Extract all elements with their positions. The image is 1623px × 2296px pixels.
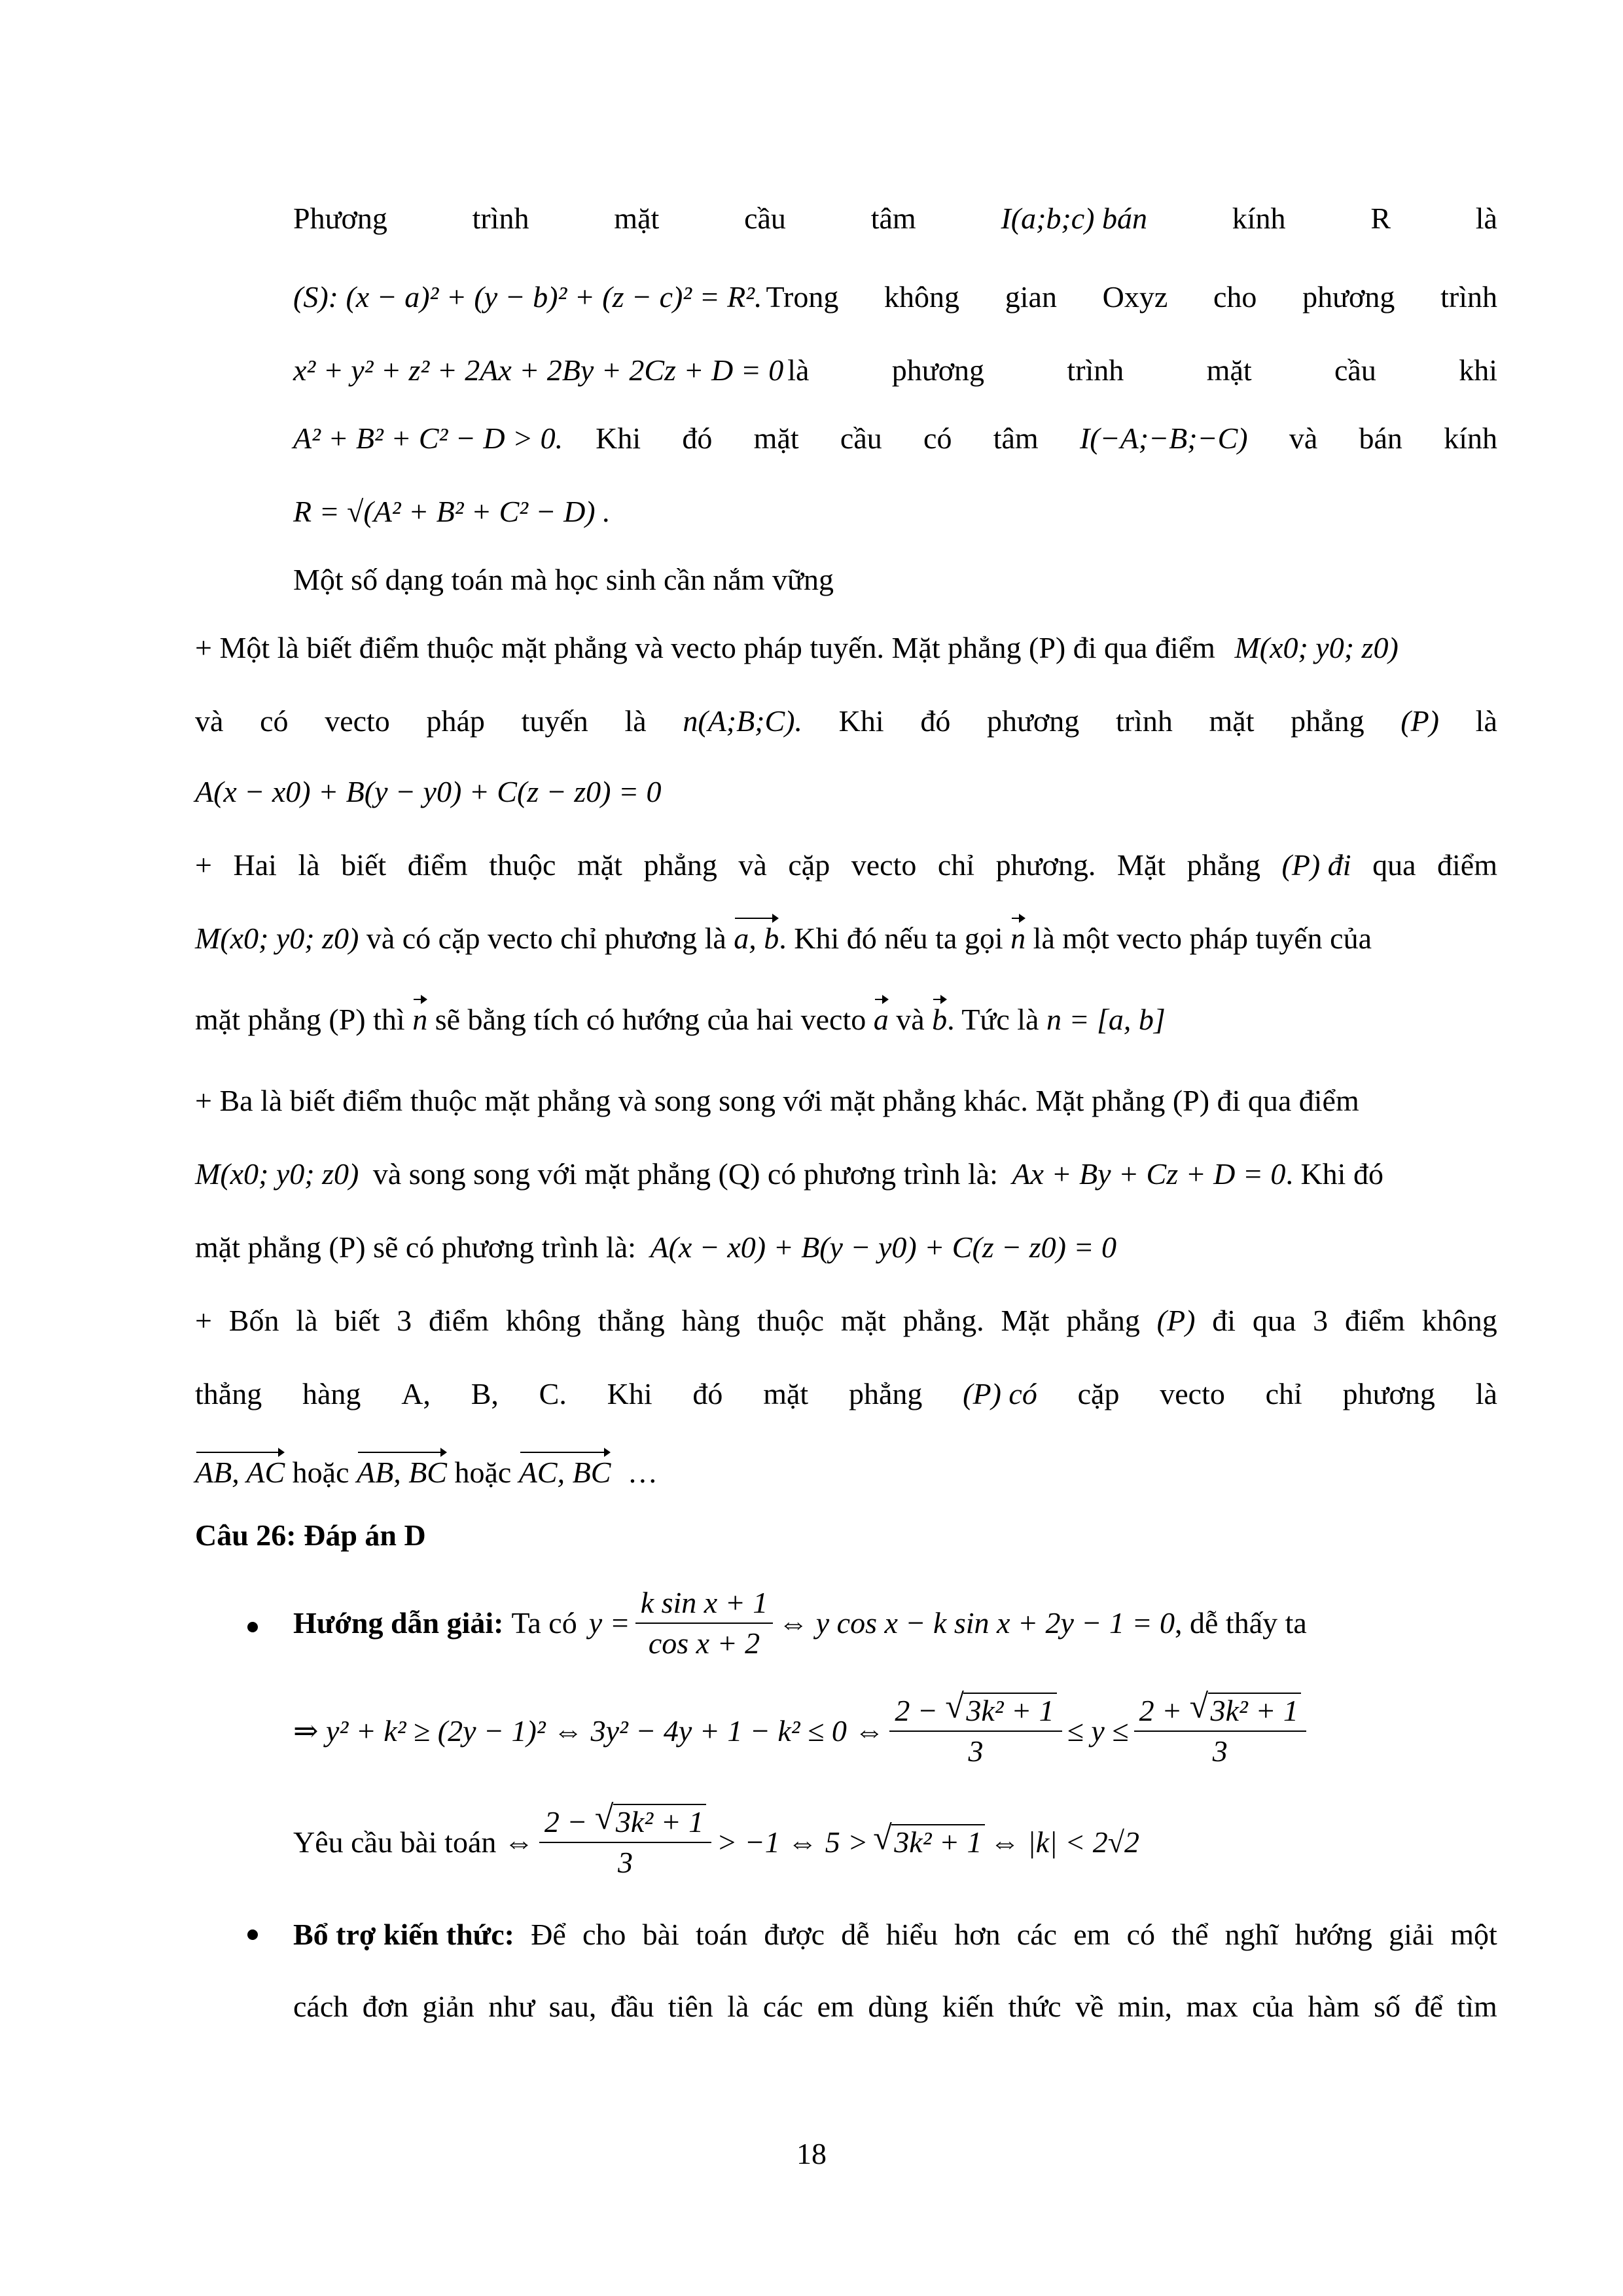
case2-text-d: . Khi đó nếu ta gọi <box>779 922 1003 955</box>
word: Khi <box>596 422 641 455</box>
word: các <box>762 1990 804 2023</box>
word: Khi <box>607 1377 652 1410</box>
word: vecto <box>325 704 390 738</box>
intro-line <box>293 560 834 600</box>
word: phẳng <box>1066 1304 1140 1337</box>
case3-line3 <box>195 1228 1116 1267</box>
word: đó <box>682 422 713 455</box>
word: là <box>727 1990 749 2023</box>
p1-line3 <box>293 351 1497 390</box>
fraction-y <box>635 1583 774 1663</box>
word: mặt <box>577 848 622 882</box>
word: trình <box>472 202 529 235</box>
sphere-equation: (S): (x − a)² + (y − b)² + (z − c)² = R². <box>293 280 762 314</box>
word: điểm <box>1437 848 1497 882</box>
or-text-1: hoặc <box>292 1456 349 1489</box>
word: (P) có <box>963 1377 1037 1410</box>
word: vecto <box>1160 1377 1225 1410</box>
word: thẳng <box>195 1377 262 1410</box>
word: (P) đi <box>1281 848 1351 882</box>
word: I(a;b;c) bán <box>1001 202 1147 235</box>
word: phẳng <box>643 848 717 882</box>
cross-product: n = [a, b] <box>1046 1003 1166 1036</box>
word: cách <box>293 1990 349 2023</box>
word: hướng <box>1294 1918 1372 1951</box>
word: qua <box>1252 1304 1296 1337</box>
or-text-2: hoặc <box>454 1456 512 1489</box>
word: sau, <box>548 1990 597 2023</box>
fraction-numerator <box>539 1803 711 1843</box>
word: tâm <box>993 422 1039 455</box>
word: điểm <box>428 1304 489 1337</box>
radius-formula: R = √(A² + B² + C² − D) . <box>293 495 611 528</box>
word: chỉ <box>1265 1377 1302 1410</box>
word: và <box>738 848 767 882</box>
word: giải <box>1389 1918 1435 1951</box>
word: cầu <box>840 422 882 455</box>
word: phương <box>891 353 985 387</box>
word: trình <box>1440 280 1497 314</box>
word: Phương <box>293 202 387 235</box>
word: Mặt <box>1116 848 1166 882</box>
requirement-text: Yêu cầu bài toán ⇔ <box>293 1825 534 1859</box>
case2-text-b: và có cặp vecto chỉ phương là <box>366 922 726 955</box>
case1-text: + Một là biết điểm thuộc mặt phẳng và vecto pháp tuyến. Mặt phẳng (P) đi qua điểm <box>195 631 1215 664</box>
word: + <box>195 1304 212 1337</box>
p1-line5 <box>293 492 611 531</box>
word: 3 <box>397 1304 412 1337</box>
vector-b: b <box>932 1000 947 1039</box>
word: cặp <box>788 848 830 882</box>
word: vecto <box>851 848 917 882</box>
sqrt-icon <box>595 1803 706 1842</box>
word: cho <box>1213 280 1257 314</box>
upper-bound-fraction <box>1134 1691 1306 1771</box>
word: qua <box>1372 848 1416 882</box>
word: thuộc <box>757 1304 825 1337</box>
vector-pair-2: AB, BC <box>357 1453 447 1492</box>
vector-a: a <box>874 1000 889 1039</box>
word: kính <box>1232 202 1286 235</box>
word: dễ <box>841 1918 870 1951</box>
word: đầu <box>610 1990 654 2023</box>
word: về <box>1075 1990 1104 2023</box>
num-prefix: 2 − <box>895 1694 938 1727</box>
hint-line1 <box>293 1577 1307 1669</box>
word: có <box>1126 1918 1156 1951</box>
bullet-icon <box>247 1929 258 1940</box>
word: mặt <box>753 422 799 455</box>
word: tuyến <box>521 704 588 738</box>
case2-text-e: và <box>896 1003 925 1036</box>
ellipsis: … <box>627 1456 658 1489</box>
fraction-denominator: 3 <box>968 1734 984 1768</box>
word: R <box>1370 202 1391 235</box>
support-label: Bổ trợ kiến thức: <box>293 1918 514 1951</box>
word: không <box>884 280 960 314</box>
word: bán <box>1359 422 1402 455</box>
word: phẳng <box>848 1377 923 1410</box>
fraction-denominator: 3 <box>618 1846 633 1879</box>
fraction-numerator <box>889 1691 1061 1732</box>
word: trình <box>1067 353 1124 387</box>
radicand: 3k² + 1 <box>613 1804 706 1839</box>
word: biết <box>341 848 387 882</box>
word: là <box>296 1304 318 1337</box>
vectors-ab: a, b <box>734 919 779 958</box>
p1-line4-words <box>596 419 1497 458</box>
case3-text: + Ba là biết điểm thuộc mặt phẳng và song song với mặt phẳng khác. Mặt phẳng (P) đi qua điểm <box>195 1084 1359 1117</box>
plane-q-equation: Ax + By + Cz + D = 0 <box>1012 1157 1286 1191</box>
p1-line2-words <box>766 278 1497 317</box>
word: cho <box>582 1918 626 1951</box>
case2-text-a: mặt phẳng (P) thì <box>195 1003 405 1036</box>
case3-text-b: và song song với mặt phẳng (Q) có phương trình là: <box>372 1157 998 1191</box>
inequality-chain: ⇒ y² + k² ≥ (2y − 1)² ⇔ 3y² − 4y + 1 − k² ≤ 0 ⇔ <box>293 1714 885 1748</box>
word: các <box>1016 1918 1058 1951</box>
word: mặt <box>1209 704 1255 738</box>
word: giản <box>422 1990 474 2023</box>
fraction-numerator <box>1134 1691 1306 1732</box>
support-line1 <box>293 1915 1497 1954</box>
word: trình <box>1115 704 1173 738</box>
sphere-condition: A² + B² + C² − D > 0. <box>293 422 563 455</box>
page-number: 18 <box>796 2137 827 2170</box>
word: để <box>1414 1990 1443 2023</box>
word: em <box>1073 1918 1111 1951</box>
p1-line1 <box>293 199 1497 238</box>
word: tiên <box>668 1990 713 2023</box>
hint-line3 <box>293 1793 1139 1892</box>
word: phẳng <box>1186 848 1260 882</box>
word: cặp <box>1077 1377 1120 1410</box>
num-prefix: 2 − <box>544 1805 588 1839</box>
word: không <box>505 1304 581 1337</box>
sqrt-icon <box>873 1823 984 1862</box>
word: điểm <box>1344 1304 1405 1337</box>
vector-n: n <box>1010 919 1026 958</box>
word: em <box>817 1990 854 2023</box>
word: đó <box>692 1377 723 1410</box>
word: n(A;B;C). <box>683 704 802 738</box>
word: đơn <box>362 1990 409 2023</box>
case4-line1 <box>195 1301 1497 1340</box>
word: cầu <box>1334 353 1376 387</box>
vector-n: n <box>412 1000 427 1039</box>
word: biết <box>334 1304 380 1337</box>
p1-line3-words <box>787 351 1497 390</box>
y-bounds: ≤ y ≤ <box>1067 1714 1129 1748</box>
case2-line3 <box>195 1000 1166 1039</box>
word: nghĩ <box>1224 1918 1279 1951</box>
parallel-plane-equation: A(x − x0) + B(y − y0) + C(z − z0) = 0 <box>650 1230 1116 1264</box>
word: cầu <box>744 202 786 235</box>
word: hàm <box>1308 1990 1360 2023</box>
word: min, <box>1117 1990 1173 2023</box>
word: như <box>488 1990 535 2023</box>
word: chỉ <box>937 848 975 882</box>
word: Mặt <box>1001 1304 1050 1337</box>
word: là <box>298 848 320 882</box>
word: đó <box>920 704 951 738</box>
intro-text: Một số dạng toán mà học sinh cần nắm vững <box>293 563 834 596</box>
word: một <box>1450 1918 1497 1951</box>
word: kính <box>1444 422 1497 455</box>
word: tìm <box>1457 1990 1497 2023</box>
word: hiểu <box>885 1918 938 1951</box>
case2-text-f: là một vecto pháp tuyến của <box>1033 922 1372 955</box>
word: thẳng <box>597 1304 665 1337</box>
support-line2 <box>293 1987 1497 2026</box>
word: và <box>1289 422 1318 455</box>
point-m: M(x0; y0; z0) <box>195 1157 359 1191</box>
case1-line1 <box>195 628 1399 668</box>
word: bài <box>642 1918 679 1951</box>
word: Khi <box>838 704 884 738</box>
case4-line3 <box>195 1453 658 1492</box>
case2-line1 <box>195 846 1497 885</box>
radicand: 3k² + 1 <box>891 1824 984 1859</box>
word: là <box>1475 202 1497 235</box>
word: mặt <box>763 1377 809 1410</box>
word: hơn <box>954 1918 1001 1951</box>
sqrt-icon <box>945 1691 1056 1731</box>
word: tâm <box>870 202 916 235</box>
hint-label: Hướng dẫn giải: <box>293 1606 504 1640</box>
case2-text-g: . Tức là <box>947 1003 1039 1036</box>
word: kiến <box>942 1990 994 2023</box>
word: của <box>1252 1990 1294 2023</box>
word: I(−A;−B;−C) <box>1079 422 1248 455</box>
word: mặt <box>614 202 660 235</box>
word: là <box>787 353 810 387</box>
word: được <box>764 1918 825 1951</box>
word: hàng <box>302 1377 361 1410</box>
word: gian <box>1005 280 1057 314</box>
word: hàng <box>681 1304 741 1337</box>
word: có <box>923 422 952 455</box>
case4-line2 <box>195 1374 1497 1414</box>
plane-equation: A(x − x0) + B(y − y0) + C(z − z0) = 0 <box>195 775 662 808</box>
case1-line3 <box>195 772 662 812</box>
fraction-numerator: k sin x + 1 <box>635 1583 774 1624</box>
word: max <box>1186 1990 1238 2023</box>
p1-line4 <box>293 419 1497 458</box>
fraction-denominator: cos x + 2 <box>648 1626 760 1660</box>
sqrt-icon <box>1190 1691 1301 1731</box>
word: có <box>260 704 289 738</box>
word: thể <box>1171 1918 1209 1951</box>
case3-text-a: mặt phẳng (P) sẽ có phương trình là: <box>195 1230 636 1264</box>
radicand: 3k² + 1 <box>1208 1693 1301 1728</box>
word: đi <box>1212 1304 1236 1337</box>
word: toán <box>696 1918 748 1951</box>
num-prefix: 2 + <box>1139 1694 1183 1727</box>
vector-pair-1: AB, AC <box>195 1453 285 1492</box>
word: mặt <box>1206 353 1252 387</box>
vector-pair-3: AC, BC <box>519 1453 611 1492</box>
word: là <box>1475 1377 1497 1410</box>
hint-tail: , dễ thấy ta <box>1175 1606 1307 1640</box>
result-k: ⇔ |k| < 2√2 <box>990 1825 1140 1859</box>
case2-line2 <box>195 919 1372 958</box>
word: khi <box>1459 353 1497 387</box>
word: A, <box>401 1377 431 1410</box>
word: Bốn <box>228 1304 279 1337</box>
hint-text: Ta có <box>511 1606 577 1640</box>
word: thức <box>1008 1990 1061 2023</box>
word: C. <box>539 1377 567 1410</box>
word: phẳng. <box>902 1304 984 1337</box>
word: là <box>1475 704 1497 738</box>
word: Oxyz <box>1102 280 1168 314</box>
bullet-icon <box>247 1622 258 1632</box>
hint-y: y = <box>588 1606 630 1640</box>
hint-line2 <box>293 1682 1311 1780</box>
word: Để <box>531 1918 566 1951</box>
word: phương. <box>995 848 1096 882</box>
fraction-denominator: 3 <box>1212 1734 1228 1768</box>
word: (P) <box>1400 704 1439 738</box>
word: phương <box>987 704 1080 738</box>
case3-line2 <box>195 1155 1383 1194</box>
radicand: 3k² + 1 <box>963 1693 1056 1728</box>
point-m: M(x0; y0; z0) <box>1234 631 1399 664</box>
word: Hai <box>233 848 277 882</box>
word: số <box>1374 1990 1401 2023</box>
word: phẳng <box>1291 704 1364 738</box>
word: pháp <box>426 704 485 738</box>
word: phương <box>1342 1377 1435 1410</box>
case1-line2 <box>195 702 1497 741</box>
case3-text-d: . Khi đó <box>1285 1157 1383 1191</box>
word: và <box>195 704 224 738</box>
word: phương <box>1302 280 1395 314</box>
question-title <box>195 1516 426 1555</box>
word: + <box>195 848 212 882</box>
lower-bound-fraction <box>889 1691 1061 1771</box>
word: (P) <box>1156 1304 1196 1337</box>
word: điểm <box>407 848 468 882</box>
word: Trong <box>766 280 839 314</box>
word: không <box>1421 1304 1497 1337</box>
word: thuộc <box>489 848 556 882</box>
word: B, <box>471 1377 499 1410</box>
p1-line2 <box>293 278 1497 317</box>
word: mặt <box>840 1304 886 1337</box>
case2-text-c: sẽ bằng tích có hướng của hai vecto <box>435 1003 866 1036</box>
point-m: M(x0; y0; z0) <box>195 922 359 955</box>
word: dùng <box>868 1990 929 2023</box>
requirement-inequality: > −1 ⇔ 5 > <box>717 1825 868 1859</box>
case3-line1 <box>195 1081 1359 1121</box>
requirement-fraction <box>539 1803 711 1882</box>
word: là <box>624 704 647 738</box>
word: 3 <box>1313 1304 1329 1337</box>
general-sphere-equation: x² + y² + z² + 2Ax + 2By + 2Cz + D = 0 <box>293 353 784 387</box>
hint-equation: ⇔ y cos x − k sin x + 2y − 1 = 0 <box>778 1606 1175 1640</box>
question-title-text: Câu 26: Đáp án D <box>195 1518 426 1552</box>
